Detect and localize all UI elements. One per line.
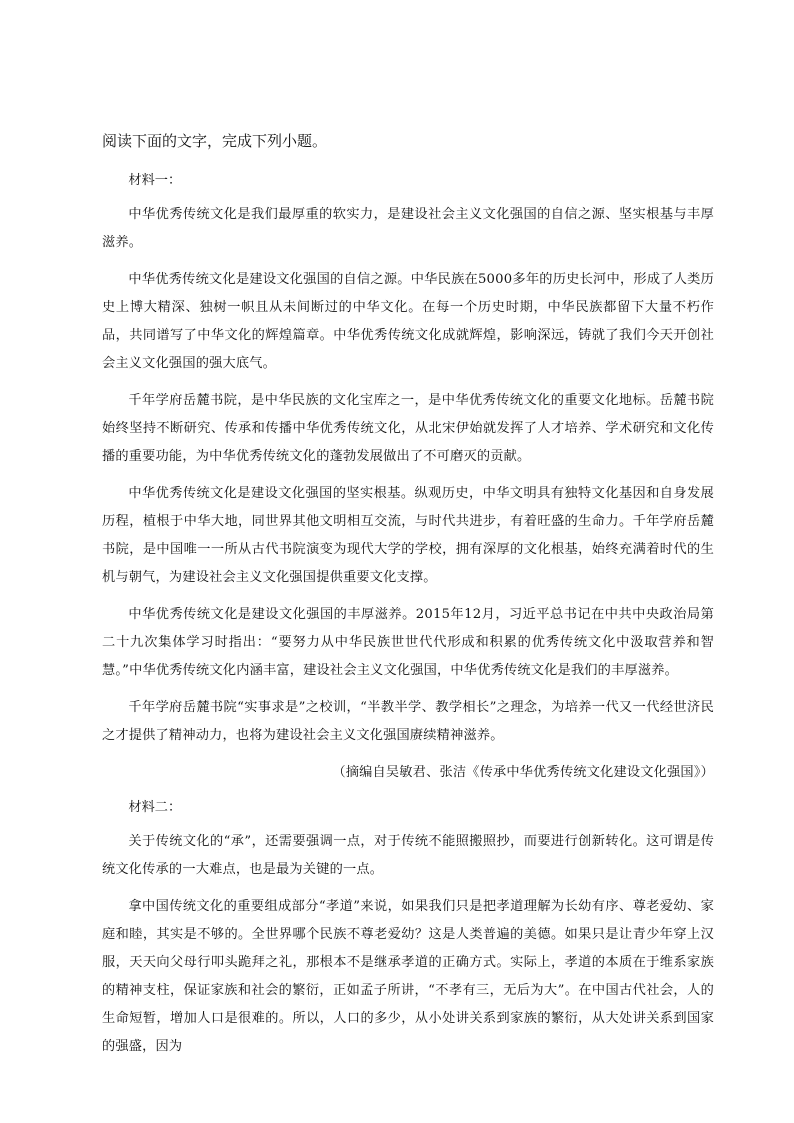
- material-two-paragraph-1: 关于传统文化的“承”，还需要强调一点，对于传统不能照搬照抄，而要进行创新转化。这可谓是传统文化传承的一大难点，也是最为关键的一点。: [102, 834, 714, 877]
- material-two-paragraph-2: 拿中国传统文化的重要组成部分“孝道”来说，如果我们只是把孝道理解为长幼有序、尊老爱幼、家庭和睦，其实是不够的。全世界哪个民族不尊老爱幼？这是人类普遍的美德。如果只是让青少年穿上汉服，天天向父母行叩头跪拜之礼，那根本不是继承孝道的正确方式。实际上，孝道的本质在于维系家族的精神支柱，保证家族和社会的繁衍，正如孟子所讲，“不孝有三，无后为大”。在中国古代社会，人的生命短暂，增加人口是很难的。所以，人口的多少，从小处讲关系到家族的繁衍，从大处讲关系到国家的强盛，因为: [102, 899, 714, 1054]
- material-one-paragraph-6: 千年学府岳麓书院“实事求是”之校训，“半教半学、教学相长”之理念，为培养一代又一代经世济民之才提供了精神动力，也将为建设社会主义文化强国赓续精神滋养。: [102, 700, 714, 743]
- material-one-paragraph-3: 千年学府岳麓书院，是中华民族的文化宝库之一，是中华优秀传统文化的重要文化地标。岳麓书院始终坚持不断研究、传承和传播中华优秀传统文化，从北宋伊始就发挥了人才培养、学术研究和文化传播的重要功能，为中华优秀传统文化的蓬勃发展做出了不可磨灭的贡献。: [102, 393, 714, 464]
- material-one-paragraph-2: 中华优秀传统文化是建设文化强国的自信之源。中华民族在5000多年的历史长河中，形成了人类历史上博大精深、独树一帜且从未间断过的中华文化。在每一个历史时期，中华民族都留下大量不朽作品，共同谱写了中华文化的辉煌篇章。中华优秀传统文化成就辉煌，影响深远，铸就了我们今天开创社会主义文化强国的强大底气。: [102, 272, 714, 371]
- document-content: [102, 126, 714, 1070]
- reading-instruction: 阅读下面的文字，完成下列小题。: [102, 132, 328, 150]
- material-two-label: 材料二：: [128, 800, 182, 815]
- material-one-source: （摘编自吴敏君、张洁《传承中华优秀传统文化建设文化强国》）: [332, 765, 714, 780]
- material-one-paragraph-1: 中华优秀传统文化是我们最厚重的软实力，是建设社会主义文化强国的自信之源、坚实根基与丰厚滋养。: [102, 207, 714, 250]
- material-one-paragraph-4: 中华优秀传统文化是建设文化强国的坚实根基。纵观历史，中华文明具有独特文化基因和自身发展历程，植根于中华大地，同世界其他文明相互交流，与时代共进步，有着旺盛的生命力。千年学府岳麓书院，是中国唯一一所从古代书院演变为现代大学的学校，拥有深厚的文化根基，始终充满着时代的生机与朝气，为建设社会主义文化强国提供重要文化支撑。: [102, 486, 714, 585]
- material-one-label: 材料一：: [128, 173, 182, 188]
- material-one-paragraph-5: 中华优秀传统文化是建设文化强国的丰厚滋养。2015年12月，习近平总书记在中共中央政治局第二十九次集体学习时指出：“要努力从中华民族世世代代形成和积累的优秀传统文化中汲取营养和智慧。”中华优秀传统文化内涵丰富，建设社会主义文化强国，中华优秀传统文化是我们的丰厚滋养。: [102, 607, 714, 678]
